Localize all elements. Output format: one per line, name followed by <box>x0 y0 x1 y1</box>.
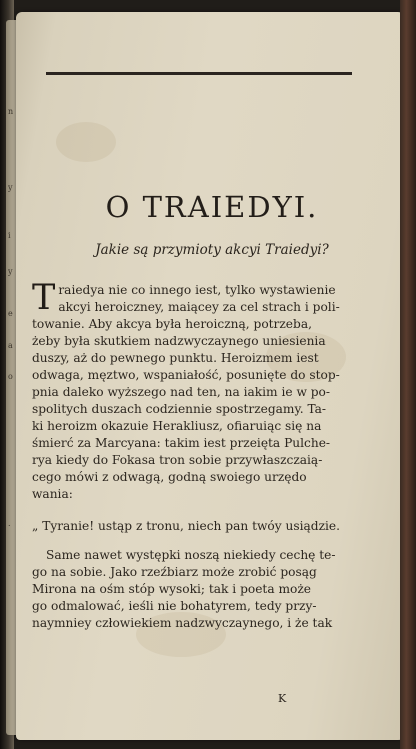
text-line: duszy, aż do pewnego punktu. Heroizmem iest <box>32 351 319 365</box>
margin-letter: i <box>8 232 11 240</box>
margin-letter: y <box>8 184 13 192</box>
text-line: wania: <box>32 487 73 501</box>
text-line: pnia daleko wyższego nad ten, na iakim ie w po- <box>32 385 331 399</box>
margin-letter: o <box>8 373 13 381</box>
paragraph-1 <box>32 278 374 503</box>
text-line: akcyi heroiczney, maiącey za cel strach i poli- <box>58 300 340 314</box>
quote-line: „ Tyranie! ustąp z tronu, niech pan twóy usiądzie. <box>32 519 340 533</box>
margin-letter: a <box>8 342 13 350</box>
margin-letter: n <box>8 108 14 116</box>
text-line: towanie. Aby akcya była heroiczną, potrzeba, <box>32 317 312 331</box>
text-line: spolitych duszach codziennie spostrzegamy. Ta- <box>32 402 327 416</box>
text-line: ki heroizm okazuie Herakliusz, ofiaruiąc się na <box>32 419 322 433</box>
book-binding-edge <box>400 0 416 749</box>
paragraph-2 <box>32 547 374 632</box>
book-page <box>16 12 408 740</box>
text-line: odwaga, męztwo, wspaniałość, posunięte do stop- <box>32 368 340 382</box>
text-line: śmierć za Marcyana: takim iest przeięta Pulche- <box>32 436 331 450</box>
text-line: żeby była skutkiem nadzwyczaynego uniesienia <box>32 334 326 348</box>
page-body-text <box>32 278 374 632</box>
text-line: go odmalować, ieśli nie bohatyrem, tedy przy- <box>32 599 317 613</box>
text-line: Mirona na ośm stóp wysoki; tak i poeta może <box>32 582 311 596</box>
text-line: raiedya nie co innego iest, tylko wystawienie <box>58 283 336 297</box>
chapter-subtitle: Jakie są przymioty akcyi Traiedyi? <box>95 242 329 258</box>
catchword: K <box>278 692 287 705</box>
paper-stain <box>56 122 116 162</box>
margin-letter: e <box>8 310 13 318</box>
text-line: Same nawet występki noszą niekiedy cechę te- <box>46 548 336 562</box>
text-line: naymniey człowiekiem nadzwyczaynego, i że tak <box>32 616 333 630</box>
text-line: go na sobie. Jako rzeźbiarz może zrobić posąg <box>32 565 317 579</box>
chapter-title: O TRAIEDYI. <box>105 190 319 224</box>
margin-letter: y <box>8 268 13 276</box>
margin-letter: . <box>8 520 11 528</box>
text-line: cego mówi z odwagą, godną swoiego urzędo <box>32 470 307 484</box>
text-line: rya kiedy do Fokasa tron sobie przywłaszczaią- <box>32 453 323 467</box>
drop-cap: T <box>32 278 56 318</box>
header-rule <box>46 72 352 75</box>
